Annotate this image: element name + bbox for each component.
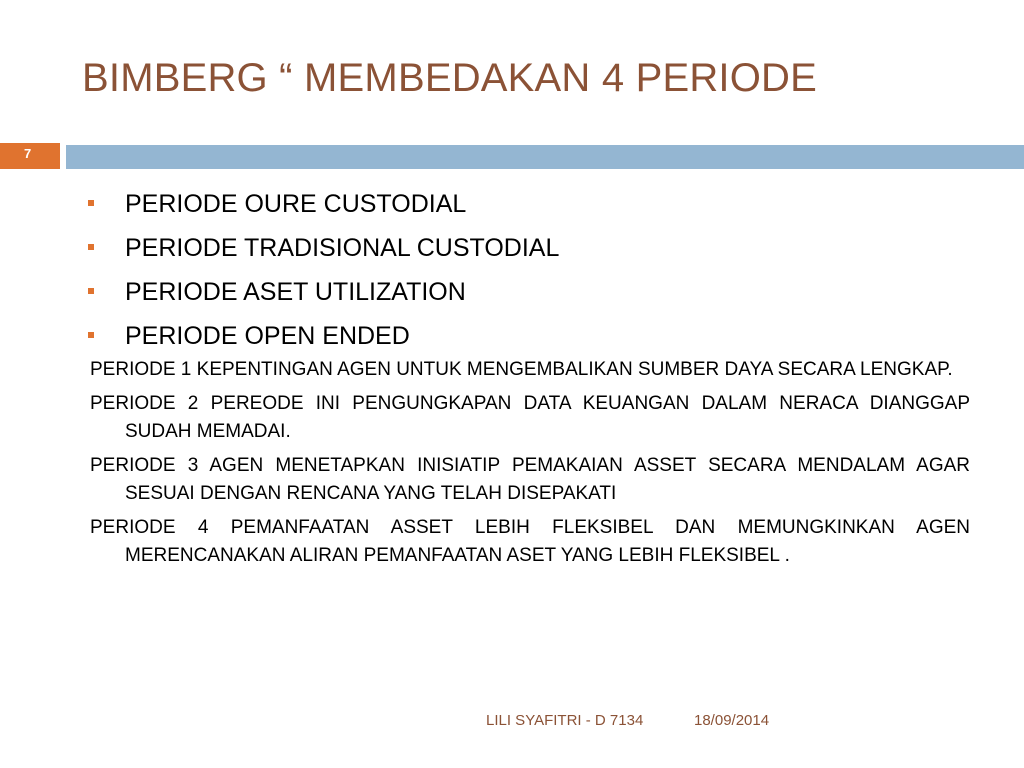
bullet-item (88, 314, 559, 358)
slide-number: 7 (24, 146, 32, 161)
bullet-list (88, 182, 559, 358)
bullet-item (88, 270, 559, 314)
footer-author: LILI SYAFITRI - D 7134 (486, 712, 644, 729)
bullet-text: PERIODE TRADISIONAL CUSTODIAL (125, 234, 560, 262)
square-bullet-icon (88, 332, 94, 338)
square-bullet-icon (88, 200, 94, 206)
square-bullet-icon (88, 244, 94, 250)
period-descriptions (90, 356, 970, 576)
footer-date: 18/09/2014 (694, 712, 770, 729)
square-bullet-icon (88, 288, 94, 294)
bullet-text: PERIODE OPEN ENDED (125, 322, 410, 350)
period-paragraph: PERIODE 1 KEPENTINGAN AGEN UNTUK MENGEMBALIKAN SUMBER DAYA SECARA LENGKAP. (90, 359, 953, 380)
bullet-item (88, 182, 559, 226)
period-paragraph: PERIODE 4 PEMANFAATAN ASSET LEBIH FLEKSIBEL DAN MEMUNGKINKAN AGEN MERENCANAKAN ALIRAN PEMANFAATAN ASET YANG LEBIH FLEKSIBEL . (90, 517, 970, 566)
period-paragraph: PERIODE 2 PEREODE INI PENGUNGKAPAN DATA KEUANGAN DALAM NERACA DIANGGAP SUDAH MEMADAI. (90, 393, 970, 442)
bullet-text: PERIODE OURE CUSTODIAL (125, 190, 467, 218)
period-paragraph: PERIODE 3 AGEN MENETAPKAN INISIATIP PEMAKAIAN ASSET SECARA MENDALAM AGAR SESUAI DENGAN RENCANA YANG TELAH DISEPAKATI (90, 455, 970, 504)
header-bar (66, 145, 1024, 169)
bullet-text: PERIODE ASET UTILIZATION (125, 278, 466, 306)
slide-number-badge (0, 143, 60, 169)
bullet-item (88, 226, 559, 270)
slide-title: BIMBERG “ MEMBEDAKAN 4 PERIODE (82, 56, 818, 100)
